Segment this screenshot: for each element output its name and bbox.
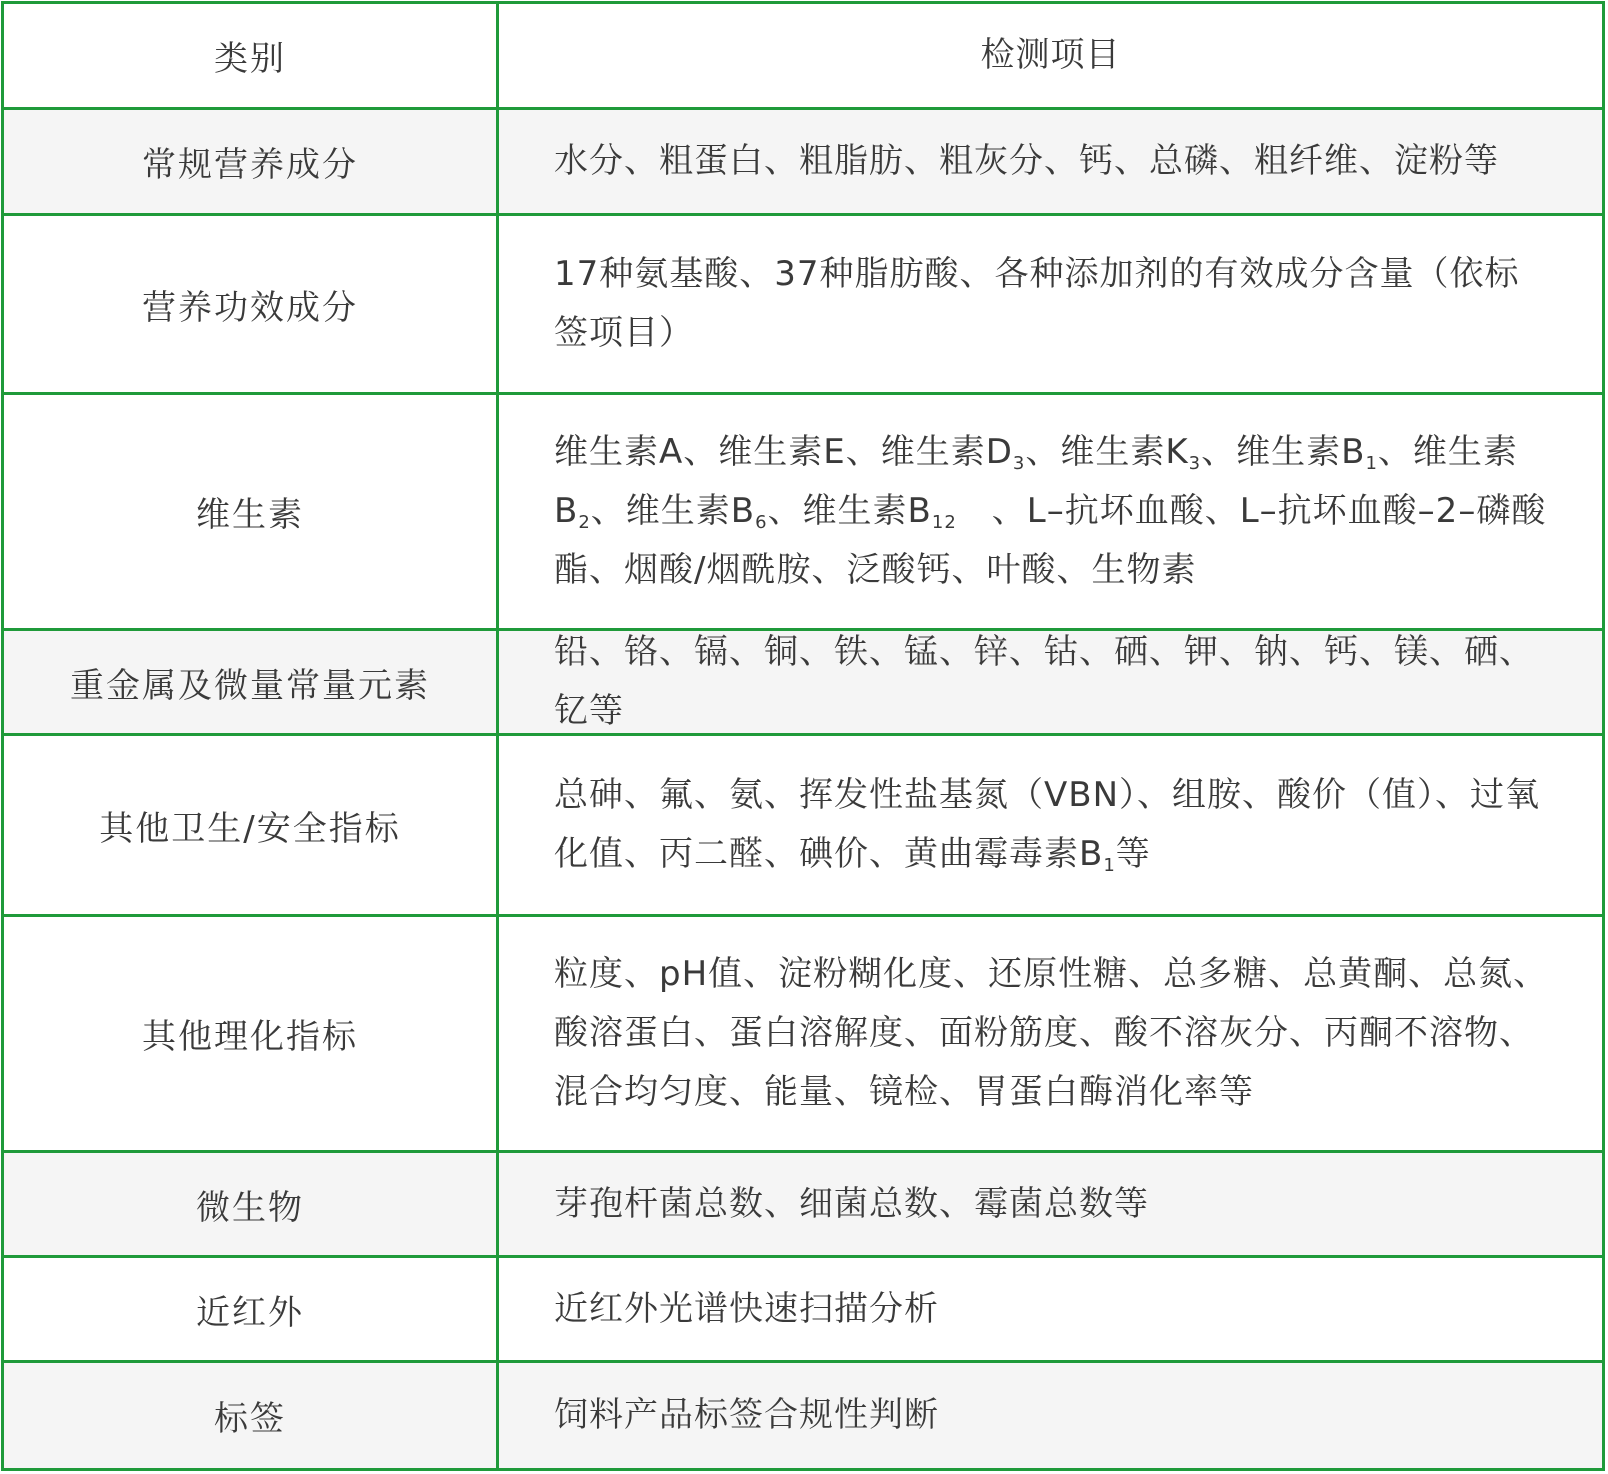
text-segment: 、维生素K	[1025, 432, 1189, 472]
subscript: 6	[755, 512, 768, 533]
row-category: 营养功效成分	[4, 216, 499, 392]
table-row	[4, 1153, 1602, 1258]
row-category: 近红外	[4, 1258, 499, 1360]
row-category: 常规营养成分	[4, 110, 499, 213]
row-items-text	[554, 423, 1552, 600]
text-segment: 、维生素B	[590, 491, 756, 531]
row-items-text: 粒度、pH值、淀粉糊化度、还原性糖、总多糖、总黄酮、总氮、酸溶蛋白、蛋白溶解度、面粉筋度、酸不溶灰分、丙酮不溶物、混合均匀度、能量、镜检、胃蛋白酶消化率等	[554, 954, 1549, 1112]
row-items-text: 铅、铬、镉、铜、铁、锰、锌、钴、硒、钾、钠、钙、镁、硒、钇等	[554, 632, 1534, 731]
row-items-text: 近红外光谱快速扫描分析	[554, 1288, 939, 1329]
row-category: 维生素	[4, 395, 499, 628]
subscript: 1	[1365, 453, 1378, 474]
header-items: 检测项目	[980, 35, 1121, 75]
row-category: 微生物	[4, 1153, 499, 1255]
row-items	[499, 216, 1602, 392]
row-items	[499, 395, 1602, 628]
table-row	[4, 1258, 1602, 1363]
row-items	[499, 1153, 1602, 1255]
row-items-text: 饲料产品标签合规性判断	[554, 1395, 939, 1435]
table-row	[4, 395, 1602, 631]
row-category: 其他理化指标	[4, 917, 499, 1150]
table-row	[4, 1363, 1602, 1468]
text-segment: 、维生素B	[767, 491, 932, 531]
text-segment: 维生素A、维生素E、维生素D	[554, 432, 1013, 472]
subscript: 12	[931, 512, 957, 533]
row-items	[499, 631, 1602, 733]
row-items	[499, 1258, 1602, 1360]
row-items-text: 17种氨基酸、37种脂肪酸、各种添加剂的有效成分含量（依标签项目）	[554, 254, 1520, 353]
row-items	[499, 1363, 1602, 1468]
table-row	[4, 216, 1602, 395]
table-header-row	[4, 4, 1602, 110]
table-row	[4, 917, 1602, 1153]
row-items	[499, 736, 1602, 914]
row-items	[499, 917, 1602, 1150]
text-segment: 、维生素B	[1201, 432, 1366, 472]
table-row	[4, 110, 1602, 216]
subscript: 1	[1103, 855, 1116, 876]
row-category: 标签	[4, 1363, 499, 1468]
text-segment: 总砷、氟、氨、挥发性盐基氮（VBN）、组胺、酸价（值）、过氧化值、丙二醛、碘价、黄曲霉毒素B	[554, 775, 1541, 874]
test-items-table	[1, 1, 1605, 1471]
subscript: 3	[1012, 453, 1026, 474]
row-items-text	[554, 766, 1552, 884]
row-category: 重金属及微量常量元素	[4, 631, 499, 733]
row-items-text: 芽孢杆菌总数、细菌总数、霉菌总数等	[554, 1183, 1149, 1224]
text-segment: 等	[1115, 834, 1151, 874]
table-row	[4, 736, 1602, 917]
row-category: 其他卫生/安全指标	[4, 736, 499, 914]
row-items	[499, 110, 1602, 213]
subscript: 2	[578, 512, 591, 533]
subscript: 3	[1188, 453, 1202, 474]
header-category: 类别	[4, 4, 499, 107]
text-segment: 、维生素B	[554, 432, 1518, 531]
row-items-text: 水分、粗蛋白、粗脂肪、粗灰分、钙、总磷、粗纤维、淀粉等	[554, 141, 1499, 181]
text-segment: 、L–抗坏血酸、L–抗坏血酸–2–磷酸酯、烟酸/烟酰胺、泛酸钙、叶酸、生物素	[554, 491, 1547, 590]
table-row	[4, 631, 1602, 736]
